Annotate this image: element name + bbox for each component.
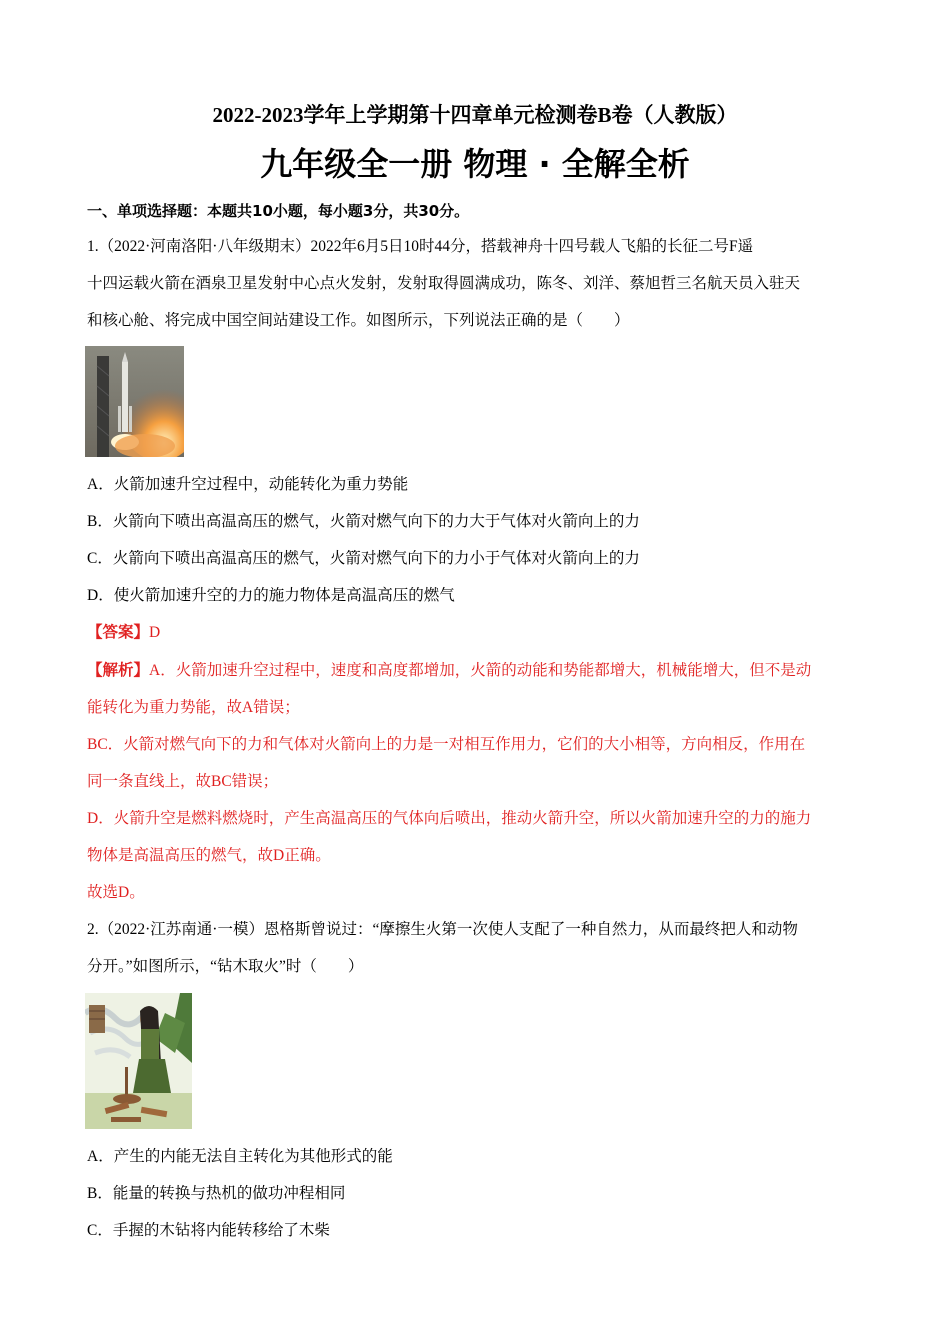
q1-analysis-line-3: BC．火箭对燃气向下的力和气体对火箭向上的力是一对相互作用力，它们的大小相等，方向相反，作用在 [87, 736, 806, 753]
q1-stem-line-2: 十四运载火箭在酒泉卫星发射中心点火发射，发射取得圆满成功，陈冬、刘洋、蔡旭哲三名航天员入驻天 [87, 275, 801, 292]
answer-value: D [149, 624, 161, 641]
q1-answer [87, 622, 160, 644]
q1-analysis-line-7: 故选D。 [87, 884, 145, 901]
q1-analysis-line-6: 物体是高温高压的燃气，故D正确。 [87, 847, 331, 864]
q1-analysis-line-4: 同一条直线上，故BC错误； [87, 773, 279, 790]
drilling-wood-fire-image [85, 993, 192, 1129]
q2-option-b: B．能量的转换与热机的做功冲程相同 [87, 1185, 346, 1202]
q1-stem-line-1: 1.（2022·河南洛阳·八年级期末）2022年6月5日10时44分，搭载神舟十四号载人飞船的长征二号F遥 [87, 238, 754, 255]
document-title: 2022-2023学年上学期第十四章单元检测卷B卷（人教版） [212, 103, 738, 127]
q1-option-b: B．火箭向下喷出高温高压的燃气，火箭对燃气向下的力大于气体对火箭向上的力 [87, 513, 640, 530]
q1-analysis-line-2: 能转化为重力势能，故A错误； [87, 699, 300, 716]
q1-option-a: A．火箭加速升空过程中，动能转化为重力势能 [87, 476, 409, 493]
q1-option-d: D．使火箭加速升空的力的施力物体是高温高压的燃气 [87, 587, 455, 604]
q2-option-a: A．产生的内能无法自主转化为其他形式的能 [87, 1148, 393, 1165]
rocket-launch-image [85, 346, 184, 457]
q2-stem-line-2: 分开。”如图所示，“钻木取火”时（ ） [87, 958, 364, 975]
q1-analysis-line-5: D．火箭升空是燃料燃烧时，产生高温高压的气体向后喷出，推动火箭升空，所以火箭加速升空的力的施力 [87, 810, 812, 827]
section-heading: 一、单项选择题：本题共10小题，每小题3分，共30分。 [87, 202, 470, 220]
q2-option-c: C．手握的木钻将内能转移给了木柴 [87, 1222, 330, 1239]
q2-stem-line-1: 2.（2022·江苏南通·一模）恩格斯曾说过：“摩擦生火第一次使人支配了一种自然力，从而最终把人和动物 [87, 921, 798, 938]
q1-option-c: C．火箭向下喷出高温高压的燃气，火箭对燃气向下的力小于气体对火箭向上的力 [87, 550, 640, 567]
q1-analysis-line-1: 【解析】A．火箭加速升空过程中，速度和高度都增加，火箭的动能和势能都增大，机械能增大，但不是动 [87, 662, 812, 679]
document-subtitle: 九年级全一册 物理 · 全解全析 [260, 145, 690, 183]
analysis-label: 【解析】 [87, 662, 150, 679]
q1-stem-line-3: 和核心舱、将完成中国空间站建设工作。如图所示，下列说法正确的是（ ） [87, 312, 630, 329]
answer-label: 【答案】 [87, 624, 150, 641]
